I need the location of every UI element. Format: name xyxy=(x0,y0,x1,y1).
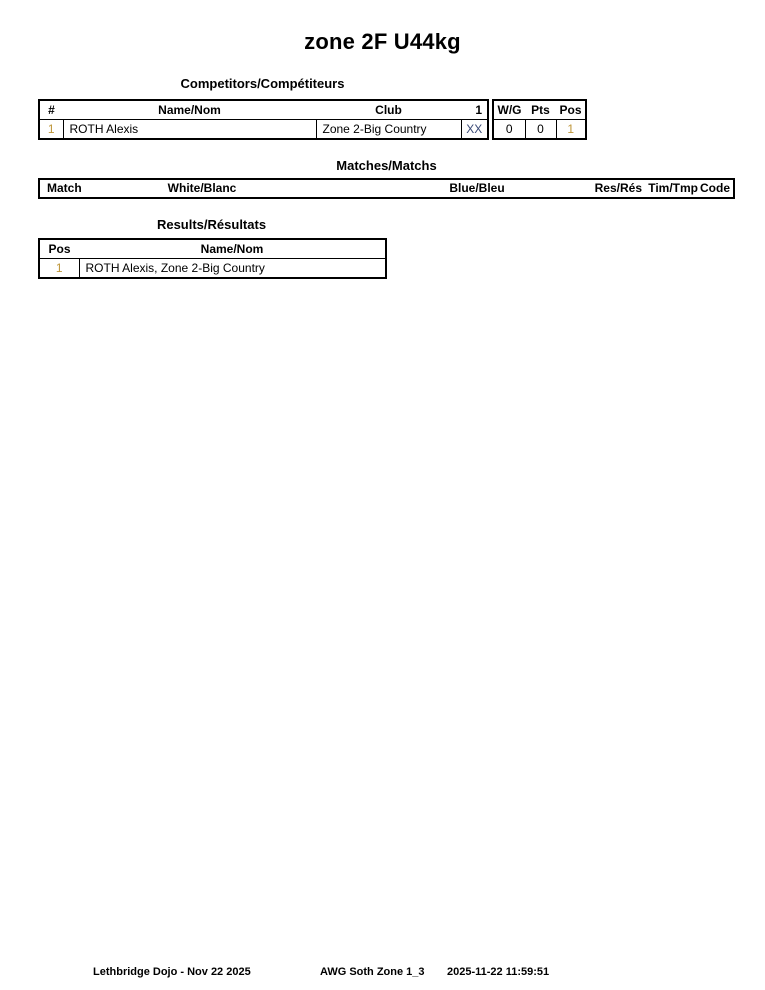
matches-table-header xyxy=(38,178,735,199)
competitors-stats-table xyxy=(492,99,587,140)
competitor-position-cell: 1 xyxy=(556,120,586,140)
competitor-name-cell: ROTH Alexis xyxy=(63,120,316,140)
matches-col-header-result: Res/Rés xyxy=(594,181,642,195)
matches-section-heading: Matches/Matchs xyxy=(336,158,437,173)
matches-col-header-blue: Blue/Bleu xyxy=(449,181,505,195)
footer-timestamp: 2025-11-22 11:59:51 xyxy=(447,966,550,978)
stats-header-row xyxy=(493,100,586,120)
footer-venue-date: Lethbridge Dojo - Nov 22 2025 xyxy=(93,966,251,978)
competitors-section-heading: Competitors/Compétiteurs xyxy=(180,76,345,91)
competitors-table xyxy=(38,99,489,140)
competitors-col-header-number: # xyxy=(39,100,63,120)
results-col-header-name: Name/Nom xyxy=(79,239,386,259)
stats-col-header-position: Pos xyxy=(556,100,586,120)
matches-col-header-white: White/Blanc xyxy=(167,181,237,195)
stats-row xyxy=(493,120,586,140)
competitor-club-cell: Zone 2-Big Country xyxy=(316,120,461,140)
competitor-points-cell: 0 xyxy=(525,120,556,140)
results-col-header-position: Pos xyxy=(39,239,79,259)
result-name-cell: ROTH Alexis, Zone 2-Big Country xyxy=(79,259,386,279)
competitors-col-header-club: Club xyxy=(316,100,461,120)
competitors-col-header-opponent-1: 1 xyxy=(461,100,488,120)
page-title: zone 2F U44kg xyxy=(304,29,461,54)
stats-col-header-points: Pts xyxy=(525,100,556,120)
matches-col-header-code: Code xyxy=(700,181,730,195)
results-row xyxy=(39,259,386,279)
matches-col-header-match: Match xyxy=(47,181,82,195)
competitor-wins-cell: 0 xyxy=(493,120,525,140)
competitors-header-row xyxy=(39,100,488,120)
competitors-col-header-name: Name/Nom xyxy=(63,100,316,120)
competitors-tables-group xyxy=(38,99,587,140)
stats-col-header-wins: W/G xyxy=(493,100,525,120)
results-table xyxy=(38,238,387,279)
competitor-row xyxy=(39,120,488,140)
competitor-vs-self-cell: XX xyxy=(461,120,488,140)
result-position-cell: 1 xyxy=(39,259,79,279)
results-header-row xyxy=(39,239,386,259)
results-section-heading: Results/Résultats xyxy=(156,217,267,232)
competitor-number-cell: 1 xyxy=(39,120,63,140)
footer-event-name: AWG Soth Zone 1_3 xyxy=(320,966,425,978)
matches-col-header-time: Tim/Tmp xyxy=(648,181,698,195)
page-footer xyxy=(0,966,765,982)
